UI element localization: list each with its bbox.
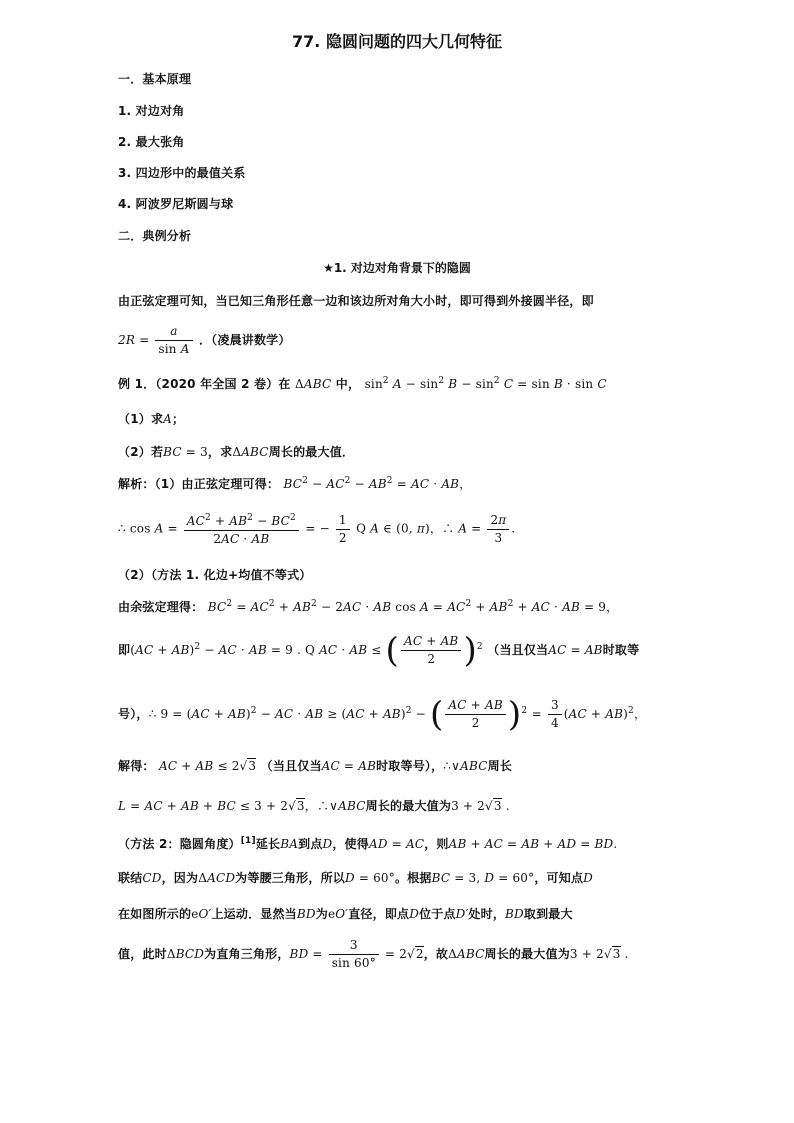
method-2-heading: （方法 2：隐圆角度） — [118, 837, 241, 851]
max-text: 周长的最大值为 — [365, 799, 452, 813]
m4-b: 上运动．显然当 — [211, 907, 297, 921]
equality-condition: （当且仅当 — [487, 643, 549, 657]
heading-basic-principles: 一．基本原理 — [118, 72, 192, 86]
m5-a: 值，此时 — [118, 947, 167, 961]
method-2-line-4: 值，此时ΔBCD为直角三角形，BD = $\frac{3}{\sin 60^\circ}$ = 2√2，故ΔABC周长的最大值为3 + 2√3 . — [118, 938, 629, 970]
solution-solve: 解得： AC + AB ≤ 2√3 （当且仅当AC = AB时取等号），∴∨ABC周长 — [118, 759, 513, 773]
m2-c: ，使得 — [332, 837, 369, 851]
m4-c: 为 — [315, 907, 328, 921]
question-1-label: （1）求 — [118, 412, 164, 426]
m5-c: ，故 — [423, 947, 449, 961]
example-label: 例 1．（2020 年全国 2 卷）在 — [118, 377, 291, 391]
outline-item-1: 1. 对边对角 — [118, 104, 185, 118]
solution-cos-a: ∴ cos A = $\frac{AC^2 + AB^2 - BC^2}{2AC \cdot AB}$ = − $\frac{1}{2}$ Q A ∈ (0, π)，∴ A = $\frac{2\pi}{3}$ . — [118, 510, 515, 548]
m3-a: 联结 — [118, 871, 143, 885]
intro-note: ．（凌晨讲数学） — [198, 333, 291, 347]
m5-b: 为直角三角形， — [204, 947, 290, 961]
solution-cosine-rule: 由余弦定理得： $BC^2 = AC^2 + AB^2 - 2AC$ · AB $\cos A = AC^2 + AB^2$ + AC · AB = 9， — [118, 599, 619, 614]
section-heading: ★1. 对边对角背景下的隐圆 — [323, 261, 471, 275]
m4-a: 在如图所示的 — [118, 907, 192, 921]
cosine-rule-label: 由余弦定理得： — [118, 600, 204, 614]
method-1-heading: （2）（方法 1. 化边+均值不等式） — [118, 568, 312, 582]
example-mid: 中， — [335, 377, 361, 391]
equality-condition-2: （当且仅当 — [260, 759, 322, 773]
example-1: 例 1．（2020 年全国 2 卷）在 ΔABC 中， $\sin^2 A - \sin^2 B - \sin^2 C = \sin B \cdot \sin C$ — [118, 376, 607, 391]
method-2-line-3: 在如图所示的eO′上运动．显然当BD为eO′直径，即点D位于点D′处时，BD取到最大 — [118, 907, 573, 921]
outline-item-4: 4. 阿波罗尼斯圆与球 — [118, 197, 234, 211]
m4-g: 取到最大 — [523, 907, 573, 921]
solve-label: 解得： — [118, 759, 155, 773]
m3-e: ，可知点 — [534, 871, 584, 885]
m3-c: 为等腰三角形，所以 — [235, 871, 345, 885]
m3-d: 。根据 — [394, 871, 432, 885]
question-2: （2）若BC = 3，求ΔABC周长的最大值． — [118, 445, 355, 459]
m4-d: 直径，即点 — [348, 907, 410, 921]
m3-b: ，因为 — [161, 871, 199, 885]
ji-label: 即 — [118, 643, 131, 657]
method-2-line-1: （方法 2：隐圆角度）[1]延长BA到点D，使得AD = AC，则AB + AC = AB + AD = BD. — [118, 836, 618, 851]
equality-condition-2-tail: 时取等号）， — [376, 759, 444, 773]
m4-f: 处时， — [468, 907, 506, 921]
m2-b: 到点 — [298, 837, 323, 851]
question-1-tail: ； — [172, 412, 185, 426]
question-1: （1）求A； — [118, 412, 185, 426]
m2-d: ，则 — [424, 837, 449, 851]
intro-paragraph: 由正弦定理可知，当已知三角形任意一边和该边所对角大小时，即可得到外接圆半径，即 — [118, 294, 594, 308]
heading-example-analysis: 二．典例分析 — [118, 229, 192, 243]
m2-a: 延长 — [255, 837, 281, 851]
solution-result: L = AC + AB + BC ≤ 3 + 2√3，∴∨ABC周长的最大值为3 + 2√3 . — [118, 799, 510, 813]
solution-bound: 号），∴ 9 = (AC + AB)$^2$ − AC · AB ≥ (AC + AB)$^2$ − ( $\frac{AC + AB}{2}$ )$^2$ = $\frac{3}{4}$ (AC + AB)$^2$， — [118, 694, 647, 735]
perimeter-word: 周长 — [487, 759, 513, 773]
outline-item-3: 3. 四边形中的最值关系 — [118, 166, 246, 180]
citation-ref: [1] — [240, 836, 256, 846]
hao-label: 号）， — [118, 707, 149, 721]
solution-inequality: 即(AC + AB)$^2$ − AC · AB = 9 . Q AC · AB ≤ ( $\frac{AC + AB}{2}$ )$^2$ （当且仅当AC = AB时取等 — [118, 630, 640, 671]
formula-circumradius: 2R = $\frac{a}{\text{sin A}}$ ．（凌晨讲数学） — [118, 324, 291, 356]
method-2-line-2: 联结CD，因为ΔACD为等腰三角形，所以D = 60°。根据BC = 3, D = 60°，可知点D — [118, 871, 593, 885]
solution-step-1: 解析：（1）由正弦定理可得： $BC^2 - AC^2 - AB^2$ = AC · AB， — [118, 476, 472, 491]
outline-item-2: 2. 最大张角 — [118, 135, 185, 149]
page-title: 77. 隐圆问题的四大几何特征 — [292, 32, 502, 51]
m5-d: 周长的最大值为 — [484, 947, 570, 961]
question-2-mid: ，求 — [207, 445, 233, 459]
equality-condition-tail: 时取等 — [602, 643, 640, 657]
question-2-label: （2）若 — [118, 445, 164, 459]
question-2-tail: 周长的最大值． — [268, 445, 355, 459]
solution-label: 解析：（1）由正弦定理可得： — [118, 477, 280, 491]
m4-e: 位于点 — [419, 907, 456, 921]
